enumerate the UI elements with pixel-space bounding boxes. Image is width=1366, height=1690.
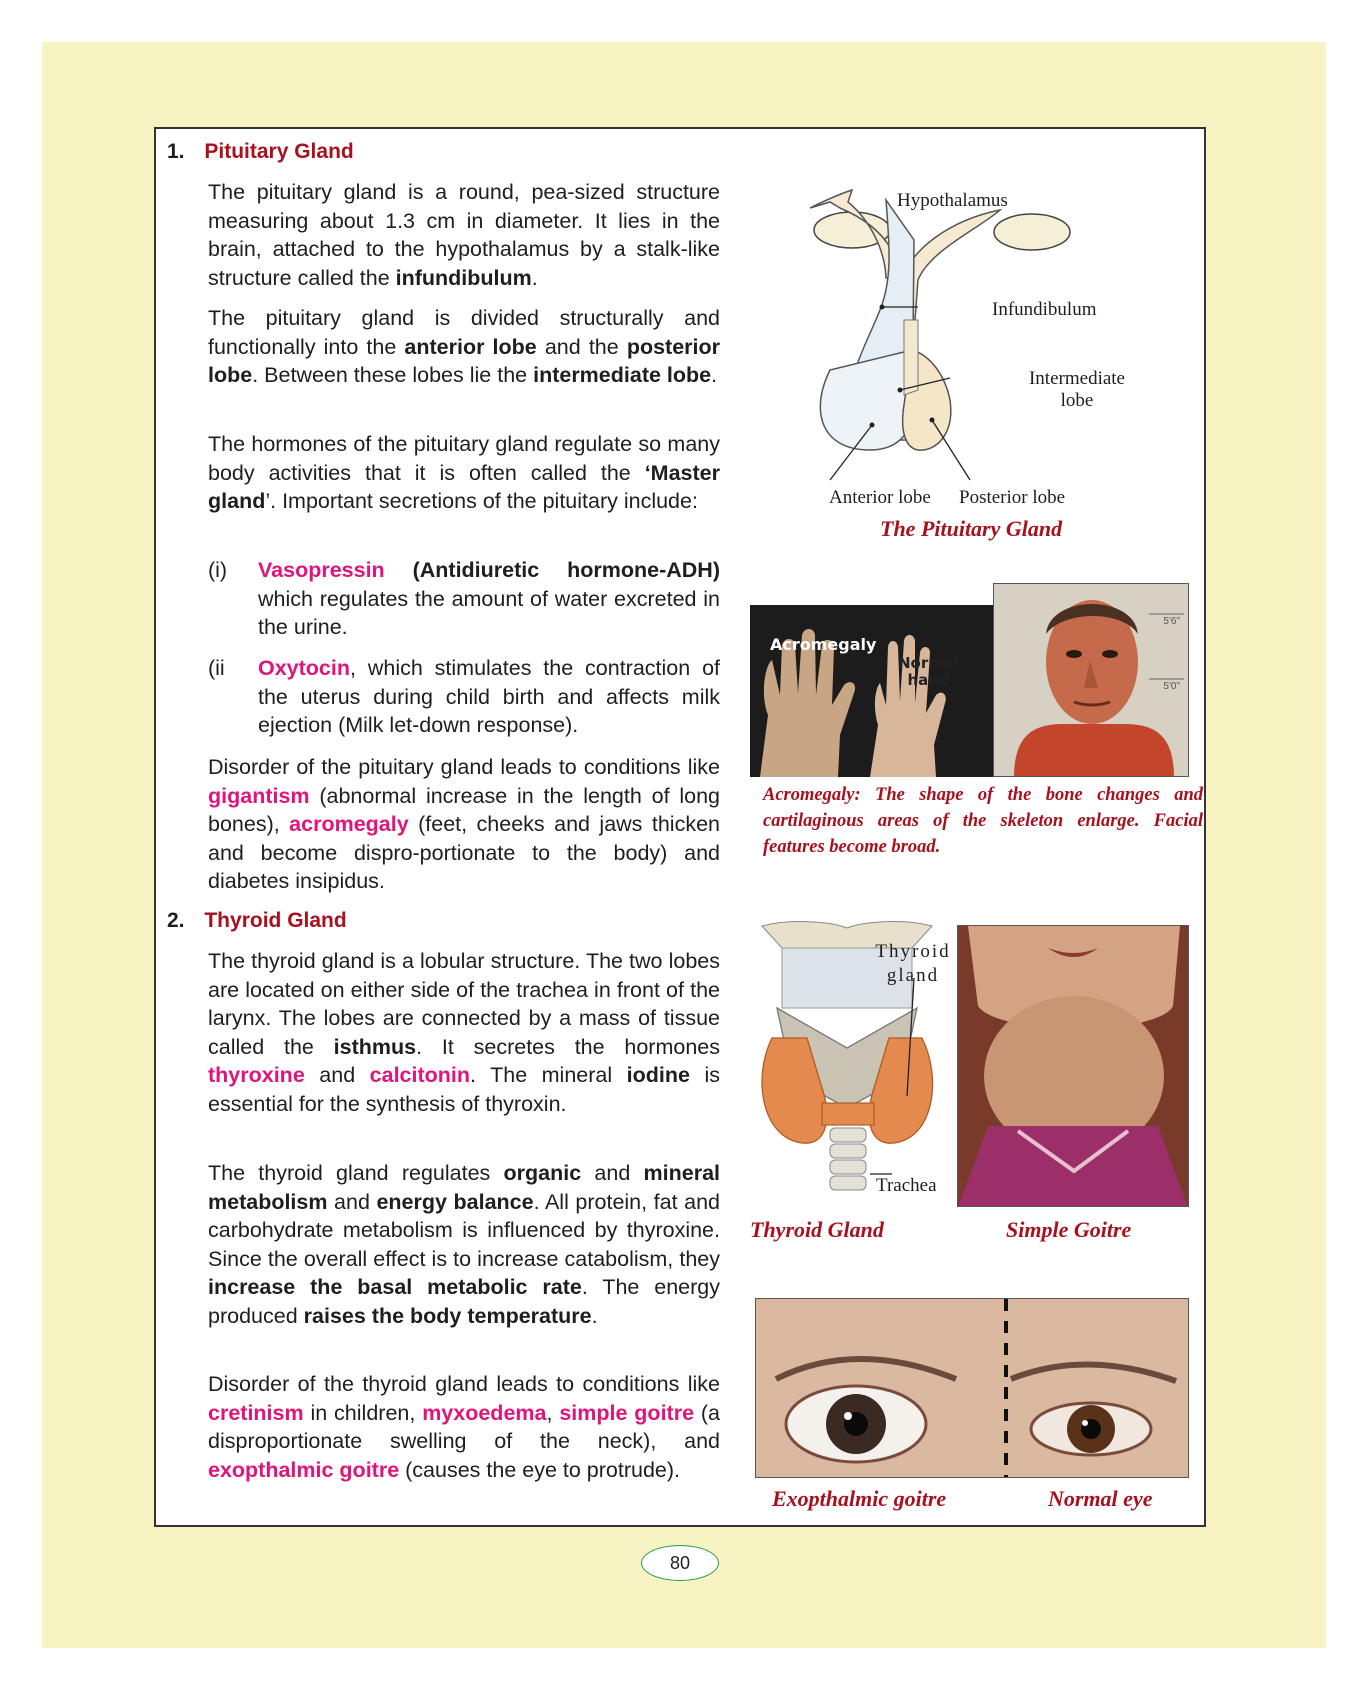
- label-intermediate-lobe: Intermediate lobe: [1028, 368, 1125, 411]
- label-hypothalamus: Hypothalamus: [897, 190, 1008, 211]
- hands-illustration: [750, 605, 993, 777]
- thyroid-paragraph-2: The thyroid gland regulates organic and mineral metabolism and energy balance. All protein, fat and carbohydrate metabolism is influenced by thyroxine. Since the overall effect is to increase catabolism, they increase the basal metabolic rate. The energy produced raises the body temperature.: [208, 1161, 721, 1328]
- eyes-caption-left: Exopthalmic goitre: [772, 1486, 947, 1511]
- label-anterior-lobe: Anterior lobe: [829, 487, 931, 508]
- label-normal-hand: Normal hand: [898, 654, 960, 689]
- list-item: (i) Vasopressin (Antidiuretic hormone-ADH) which regulates the amount of water excreted in the urine.: [208, 558, 720, 640]
- pituitary-paragraph-2: The pituitary gland is divided structurally and functionally into the anterior lobe and the posterior lobe. Between these lobes lie the intermediate lobe.: [208, 306, 720, 388]
- thyroid-caption: Thyroid Gland: [750, 1217, 884, 1242]
- acromegaly-face-photo: [993, 583, 1189, 777]
- scale-mark: 5'6": [1163, 616, 1180, 627]
- thyroid-paragraph-3: Disorder of the thyroid gland leads to conditions like cretinism in children, myxoedema, simple goitre (a disproportionate swelling of the neck), and exopthalmic goitre (causes the eye to protrude).: [208, 1372, 721, 1482]
- label-infundibulum: Infundibulum: [992, 299, 1097, 320]
- pituitary-caption: The Pituitary Gland: [880, 516, 1063, 541]
- label-thyroid-gland: Thyroid gland: [875, 941, 951, 986]
- eyes-illustration: [756, 1299, 1189, 1478]
- label-acromegaly-hand: Acromegaly: [770, 635, 877, 654]
- section-heading-thyroid: [167, 909, 347, 933]
- eyes-caption-right: Normal eye: [1048, 1486, 1153, 1511]
- acromegaly-caption: Acromegaly: The shape of the bone changes and cartilaginous areas of the skeleton enlarge. Facial features become broad.: [763, 785, 1203, 857]
- pituitary-paragraph-4: Disorder of the pituitary gland leads to conditions like gigantism (abnormal increase in the length of long bones), acromegaly (feet, cheeks and jaws thicken and become dispro-portionate to the body) and diabetes insipidus.: [208, 755, 720, 894]
- pituitary-diagram: [800, 180, 1120, 510]
- face-illustration: [994, 584, 1189, 777]
- section-title: Pituitary Gland: [204, 140, 354, 163]
- pituitary-paragraph-3: The hormones of the pituitary gland regulate so many body activities that it is often called the ‘Master gland’. Important secretions of the pituitary include:: [208, 432, 720, 514]
- section-number: 1.: [167, 140, 185, 163]
- section-heading-pituitary: [167, 140, 354, 164]
- goitre-illustration: [958, 926, 1189, 1207]
- scale-mark: 5'0": [1163, 681, 1180, 692]
- goitre-caption: Simple Goitre: [1006, 1217, 1132, 1242]
- eyes-photo: [755, 1298, 1189, 1478]
- label-posterior-lobe: Posterior lobe: [959, 487, 1066, 508]
- acromegaly-hands-photo: [750, 605, 993, 777]
- section-number: 2.: [167, 909, 185, 932]
- label-trachea: Trachea: [876, 1175, 937, 1196]
- thyroid-paragraph-1: The thyroid gland is a lobular structure. The two lobes are located on either side of the trachea in front of the larynx. The lobes are connected by a mass of tissue called the isthmus. It secretes the hormones thyroxine and calcitonin. The mineral iodine is essential for the synthesis of thyroxin.: [208, 949, 720, 1116]
- goitre-photo: [957, 925, 1189, 1207]
- section-title: Thyroid Gland: [204, 909, 347, 932]
- pituitary-paragraph-1: The pituitary gland is a round, pea-sized structure measuring about 1.3 cm in diameter. It lies in the brain, attached to the hypothalamus by a stalk-like structure called the infundibulum.: [208, 180, 720, 290]
- list-item: (ii Oxytocin, which stimulates the contraction of the uterus during child birth and affects milk ejection (Milk let-down response).: [208, 656, 720, 738]
- page-number: 80: [641, 1545, 719, 1581]
